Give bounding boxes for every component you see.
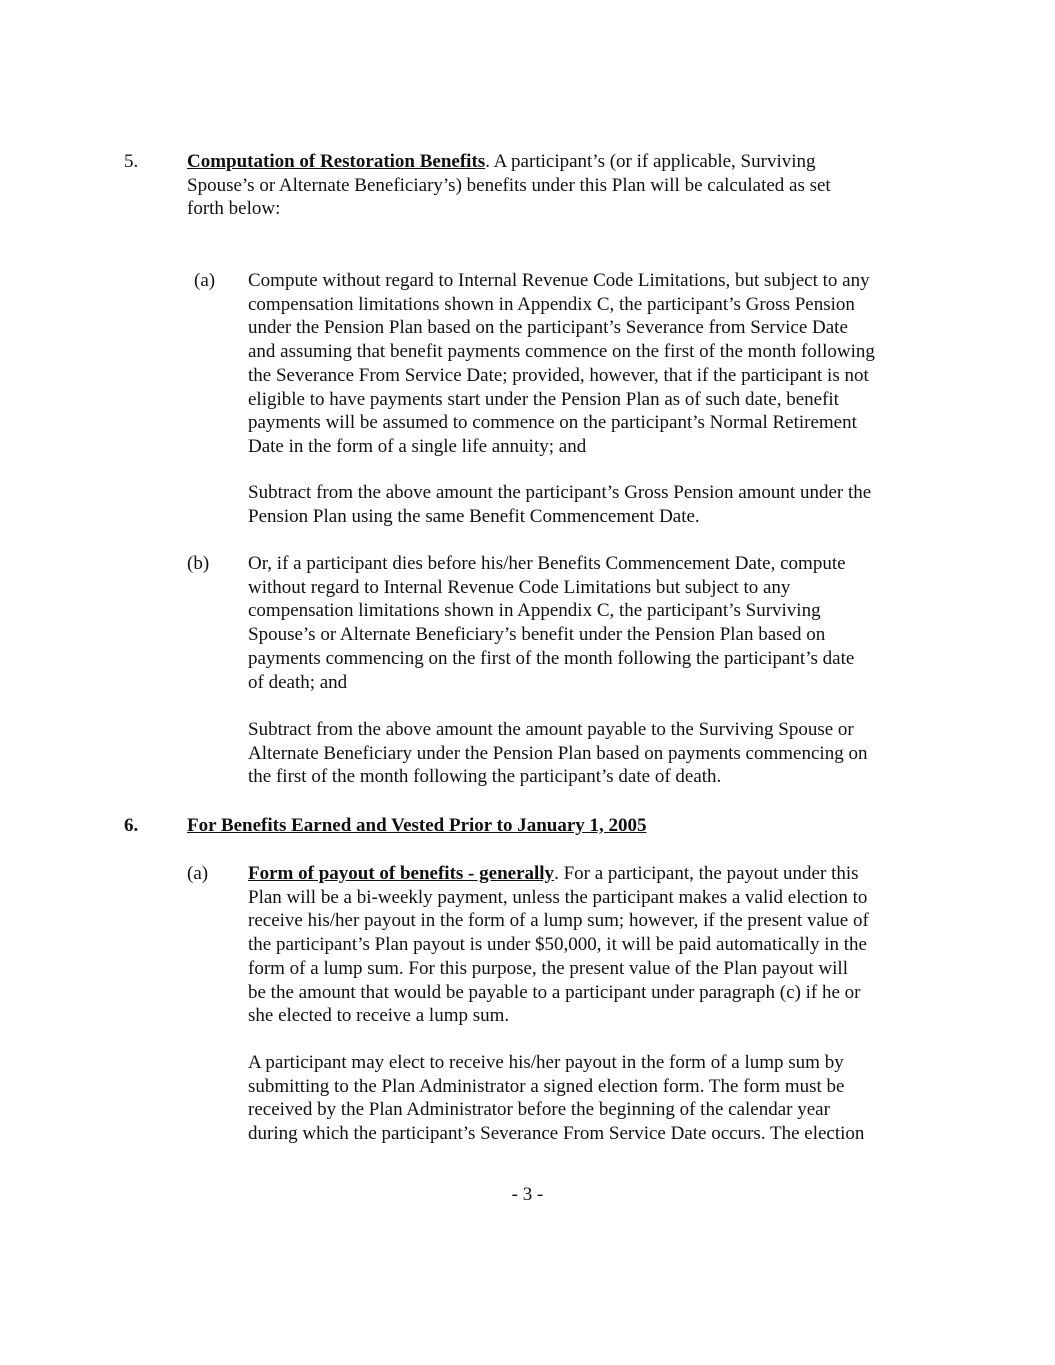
section-5-item-b-line: of death; and [248, 671, 348, 693]
section-5-item-a-subtract-line: Subtract from the above amount the participant’s Gross Pension amount under the [248, 482, 872, 503]
section-5-item-b-line: Spouse’s or Alternate Beneficiary’s benefit under the Pension Plan based on [248, 624, 826, 646]
section-6-item-a-line: she elected to receive a lump sum. [248, 1005, 510, 1027]
section-5-item-b-line: payments commencing on the first of the month following the participant’s date [248, 647, 855, 669]
section-6-item-a-election-line: A participant may elect to receive his/her payout in the form of a lump sum by [248, 1052, 844, 1073]
section-5-item-a-text [248, 269, 948, 459]
section-6-number: 6. [124, 815, 139, 836]
section-6-item-a-line: be the amount that would be payable to a participant under paragraph (c) if he or [248, 981, 861, 1003]
section-6-item-a-line: Plan will be a bi-weekly payment, unless the participant makes a valid election to [248, 886, 868, 908]
section-5-number: 5. [124, 151, 139, 172]
section-5-item-a-line: Compute without regard to Internal Revenue Code Limitations, but subject to any [248, 270, 870, 291]
section-5-item-a-label: (a) [194, 270, 216, 291]
section-5-intro-first: . A participant’s (or if applicable, Surviving [485, 151, 816, 172]
section-5-item-a-line: eligible to have payments start under the Pension Plan as of such date, benefit [248, 388, 839, 410]
section-6-item-a-label: (a) [187, 863, 209, 884]
section-5-item-b-subtract-line: Alternate Beneficiary under the Pension Plan based on payments commencing on [248, 742, 868, 764]
section-5-item-b-line: compensation limitations shown in Appendix C, the participant’s Surviving [248, 600, 821, 622]
section-5-item-a-line: payments will be assumed to commence on the participant’s Normal Retirement [248, 412, 857, 434]
section-6-item-a-election-line: received by the Plan Administrator before the beginning of the calendar year [248, 1099, 830, 1121]
section-5-item-a-subtract [248, 481, 948, 528]
section-5-item-b-subtract [248, 718, 948, 789]
section-6-item-a-heading: Form of payout of benefits - generally [248, 863, 555, 884]
section-5-intro-line-1 [187, 150, 947, 174]
section-5-intro-line: forth below: [187, 198, 281, 220]
section-5-item-a-line: and assuming that benefit payments commence on the first of the month following [248, 341, 875, 363]
section-6-item-a-election-line: submitting to the Plan Administrator a signed election form. The form must be [248, 1075, 845, 1097]
section-5-heading: Computation of Restoration Benefits [187, 151, 486, 172]
section-5-item-b-subtract-line: the first of the month following the participant’s date of death. [248, 766, 722, 788]
section-5-item-a-line: compensation limitations shown in Appendix C, the participant’s Gross Pension [248, 293, 855, 315]
section-6-item-a-text [248, 862, 948, 1028]
section-5-item-b-label: (b) [187, 553, 210, 574]
section-6-item-a-first: . For a participant, the payout under this [554, 863, 859, 884]
section-5-intro [187, 150, 947, 221]
section-6-item-a-line-1 [248, 862, 948, 886]
section-5-intro-line: Spouse’s or Alternate Beneficiary’s) benefits under this Plan will be calculated as set [187, 174, 831, 196]
section-6-item-a-line: the participant’s Plan payout is under $50,000, it will be paid automatically in the [248, 934, 867, 956]
page-number: - 3 - [511, 1184, 544, 1205]
section-6-item-a-election-line: during which the participant’s Severance From Service Date occurs. The election [248, 1123, 865, 1145]
section-5-item-b-line: without regard to Internal Revenue Code Limitations but subject to any [248, 576, 791, 598]
section-5-item-a-line: the Severance From Service Date; provided, however, that if the participant is not [248, 364, 869, 386]
section-5-item-b-line: Or, if a participant dies before his/her Benefits Commencement Date, compute [248, 553, 846, 574]
section-5-item-a-subtract-line: Pension Plan using the same Benefit Commencement Date. [248, 505, 700, 527]
section-5-item-b-subtract-line: Subtract from the above amount the amount payable to the Surviving Spouse or [248, 719, 854, 740]
section-6-item-a-election [248, 1051, 948, 1146]
section-5-item-a-line: Date in the form of a single life annuity; and [248, 435, 587, 457]
section-5-item-a-line: under the Pension Plan based on the participant’s Severance from Service Date [248, 317, 848, 339]
section-6-item-a-line: form of a lump sum. For this purpose, the present value of the Plan payout will [248, 957, 848, 979]
section-5-item-b-text [248, 552, 948, 694]
section-6-heading: For Benefits Earned and Vested Prior to January 1, 2005 [187, 815, 647, 836]
section-6-item-a-line: receive his/her payout in the form of a lump sum; however, if the present value of [248, 910, 869, 932]
